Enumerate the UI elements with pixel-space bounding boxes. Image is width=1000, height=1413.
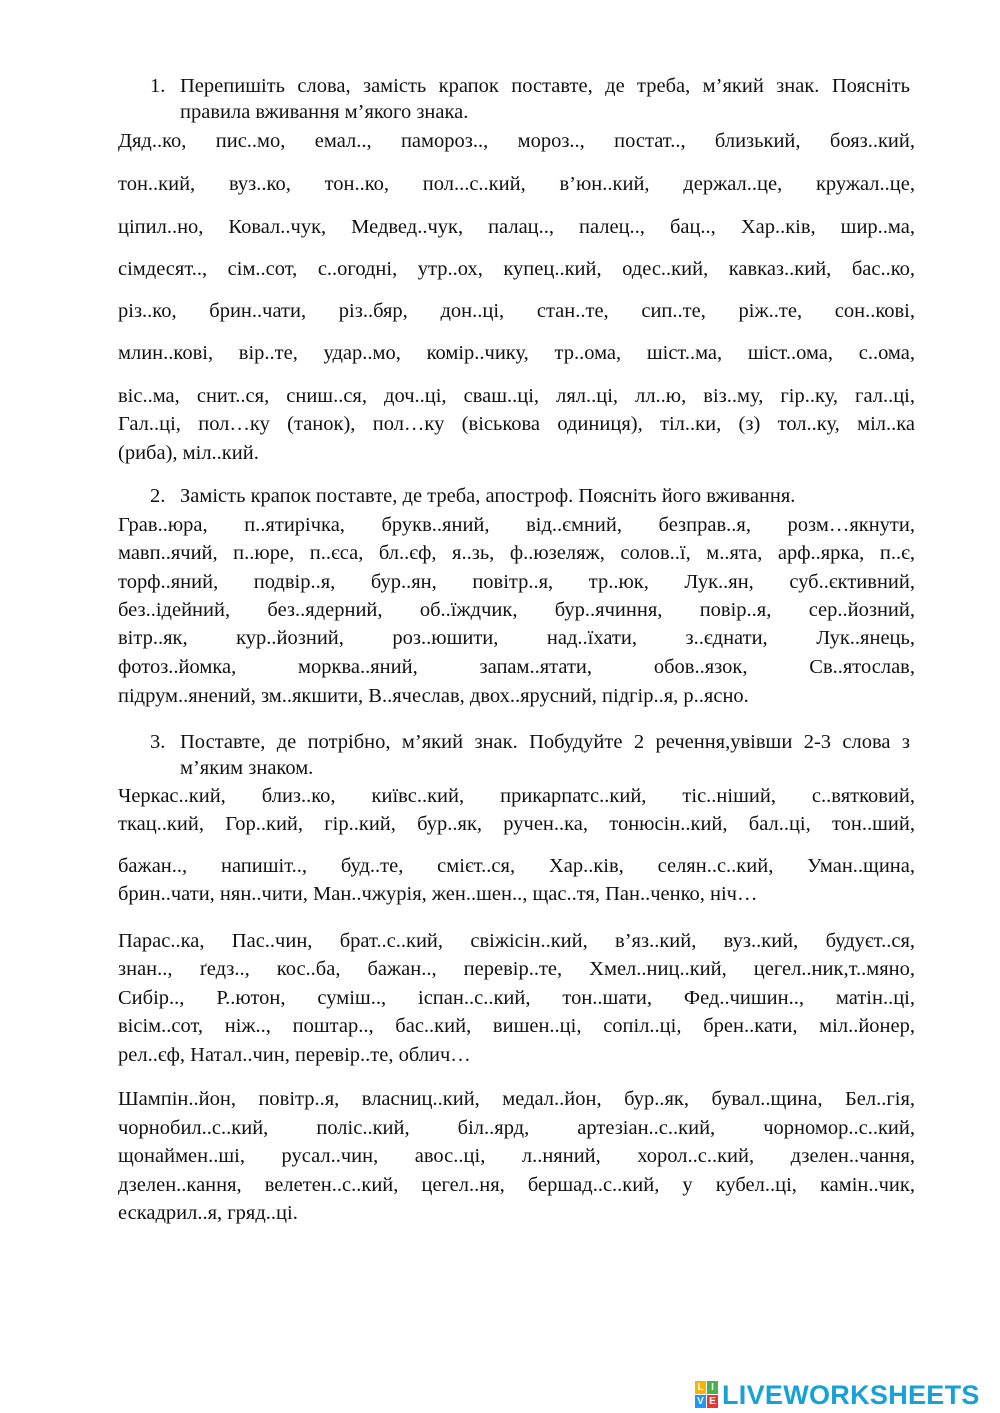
task-2-number: 2.	[150, 485, 166, 507]
task-3-line: Шампін..йон, повітр..я, власниц..кий, медал..йон, бур..як, бувал..щина, Бел..гія,	[118, 1088, 915, 1110]
task-3-line: вісім..сот, ніж.., поштар.., бас..кий, вишен..ці, сопіл..ці, брен..кати, міл..йонер,	[118, 1015, 915, 1037]
task-2-heading	[150, 483, 910, 509]
task-1-line: ціпил..но, Ковал..чук, Медвед..чук, палац.., палец.., бац.., Хар..ків, шир..ма,	[118, 216, 915, 238]
task-3-line: чорнобил..с..кий, поліс..кий, біл..ярд, артезіан..с..кий, чорномор..с..кий,	[118, 1117, 915, 1139]
task-3-heading	[150, 729, 910, 781]
task-1-line: млин..кові, вір..те, удар..мо, комір..чику, тр..ома, шіст..ма, шіст..ома, с..ома,	[118, 342, 915, 364]
task-3-number: 3.	[150, 731, 166, 753]
task-3-line: щонаймен..ші, русал..чин, авос..ці, л..няний, хорол..с..кий, дзелен..чання,	[118, 1145, 915, 1167]
logo-text: LIVEWORKSHEETS	[722, 1379, 980, 1410]
task-1-line: сімдесят.., сім..сот, с..огодні, утр..ох, купец..кий, одес..кий, кавказ..кий, бас..ко,	[118, 258, 915, 280]
task-1-line: тон..кий, вуз..ко, тон..ко, пол...с..кий, в’юн..кий, держал..це, кружал..це,	[118, 173, 915, 195]
task-1-line: Дяд..ко, пис..мо, емал.., памороз.., мороз.., постат.., близький, бояз..кий,	[118, 130, 915, 152]
task-2-line: Грав..юра, п..ятирічка, брукв..яний, від..ємний, безправ..я, розм…якнути,	[118, 514, 915, 536]
task-3-line: знан.., ґедз.., кос..ба, бажан.., перевір..те, Хмел..ниц..кий, цегел..ник,т..мяно,	[118, 958, 915, 980]
task-1-line: різ..ко, брин..чати, різ..бяр, дон..ці, стан..те, сип..те, ріж..те, сон..кові,	[118, 300, 915, 322]
task-3-line: Черкас..кий, близ..ко, київс..кий, прикарпатс..кий, тіс..ніший, с..вятковий,	[118, 785, 915, 807]
task-2-line: без..ідейний, без..ядерний, об..їждчик, бур..ячиння, повір..я, сер..йозний,	[118, 599, 915, 621]
task-1-line: Гал..ці, пол…ку (танок), пол…ку (віськова одиниця), тіл..ки, (з) тол..ку, міл..ка	[118, 413, 915, 435]
task-3-line: бажан.., напишіт.., буд..те, смієт..ся, Хар..ків, селян..с..кий, Уман..щина,	[118, 855, 915, 877]
task-3-line: Парас..ка, Пас..чин, брат..с..кий, свіжісін..кий, в’яз..кий, вуз..кий, будуєт..ся,	[118, 930, 915, 952]
liveworksheets-logo[interactable]	[695, 1378, 980, 1412]
task-3-line: дзелен..кання, велетен..с..кий, цегел..ня, бершад..с..кий, у кубел..ці, камін..чик,	[118, 1174, 915, 1196]
task-3-line: рел..єф, Натал..чин, перевір..те, облич…	[118, 1044, 471, 1066]
task-1-instruction: Перепишіть слова, замість крапок поставте, де треба, м’який знак. Поясніть правила вживання м’якого знака.	[180, 75, 910, 123]
task-1-number: 1.	[150, 75, 166, 97]
task-1-line: (риба), міл..кий.	[118, 442, 259, 464]
task-2-line: підрум..янений, зм..якшити, В..ячеслав, двох..ярусний, підгір..я, р..ясно.	[118, 685, 749, 707]
task-3-line: брин..чати, нян..чити, Ман..чжурія, жен..шен.., щас..тя, Пан..ченко, ніч…	[118, 883, 758, 905]
task-2-instruction: Замість крапок поставте, де треба, апостроф. Поясніть його вживання.	[180, 485, 796, 507]
task-3-line: Сибір.., Р..ютон, суміш.., іспан..с..кий, тон..шати, Фед..чишин.., матін..ці,	[118, 987, 915, 1009]
liveworksheets-logo-icon: L I V E	[695, 1381, 719, 1409]
task-3-line: ескадрил..я, гряд..ці.	[118, 1202, 298, 1224]
task-2-line: мавп..ячий, п..юре, п..єса, бл..єф, я..зь, ф..юзеляж, солов..ї, м..ята, арф..ярка, п..є,	[118, 542, 915, 564]
task-2-line: вітр..як, кур..йозний, роз..юшити, над..їхати, з..єднати, Лук..янець,	[118, 627, 915, 649]
task-2-line: торф..яний, подвір..я, бур..ян, повітр..я, тр..юк, Лук..ян, суб..єктивний,	[118, 571, 915, 593]
task-1-heading	[150, 73, 910, 125]
task-3-line: ткац..кий, Гор..кий, гір..кий, бур..як, ручен..ка, тонюсін..кий, бал..ці, тон..ший,	[118, 813, 915, 835]
task-1-line: віс..ма, снит..ся, сниш..ся, доч..ці, сваш..ці, лял..ці, лл..ю, віз..му, гір..ку, гал..ці,	[118, 385, 915, 407]
task-3-instruction: Поставте, де потрібно, м’який знак. Побудуйте 2 речення,увівши 2-3 слова з м’яким знаком.	[180, 731, 910, 779]
task-2-line: фотоз..йомка, морква..яний, запам..ятати, обов..язок, Св..ятослав,	[118, 656, 915, 678]
